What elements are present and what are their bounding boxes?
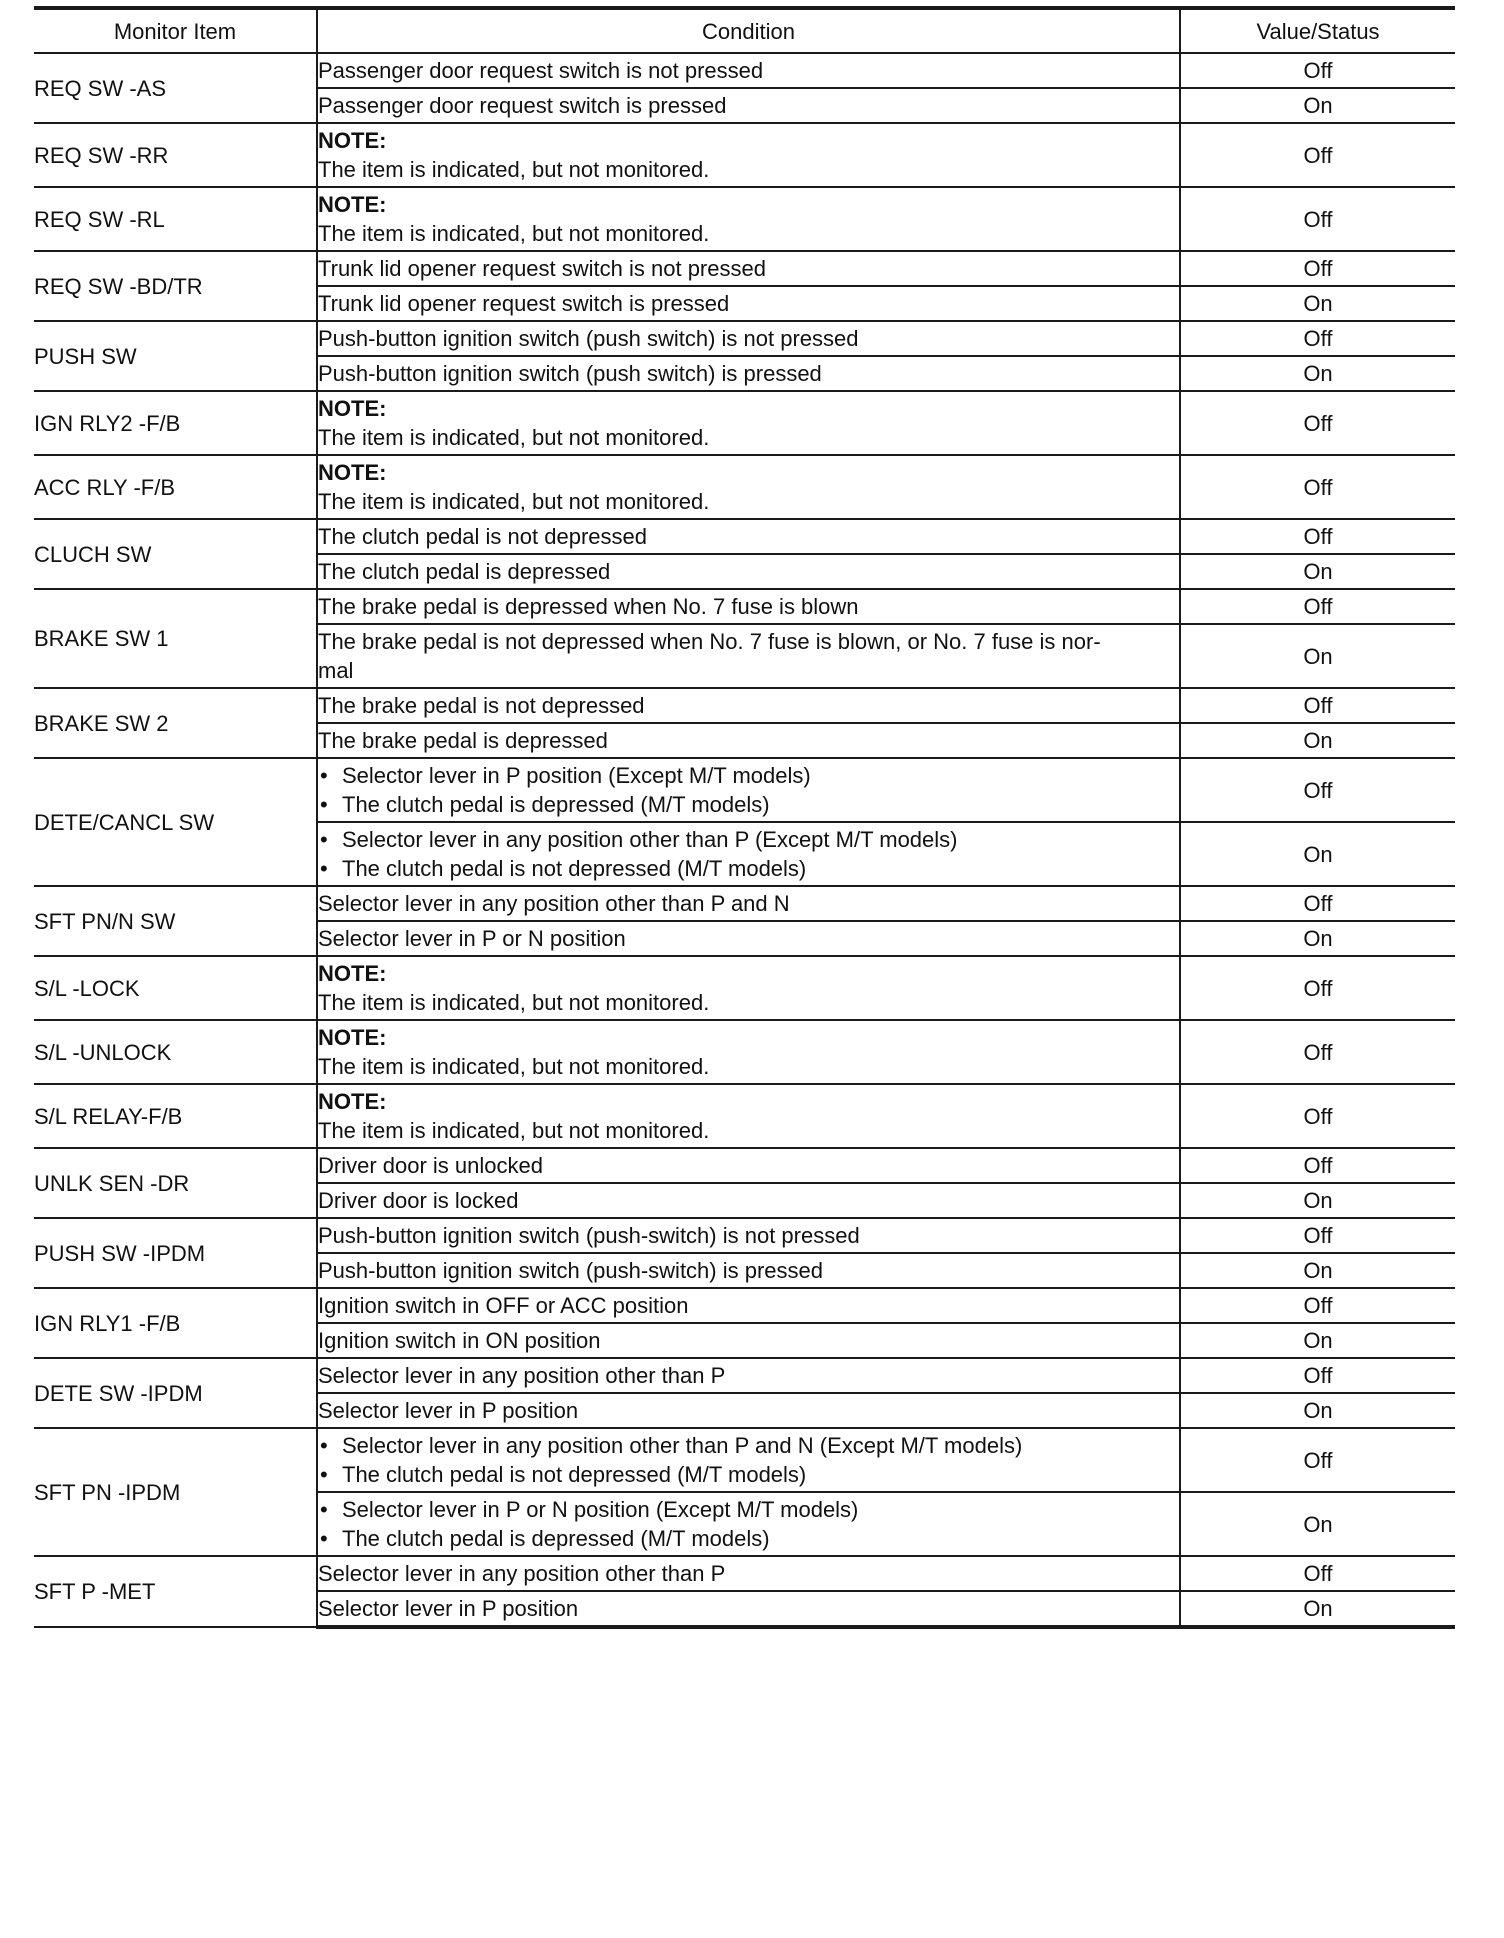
value-status: On (1180, 822, 1455, 886)
table-row (34, 1288, 1455, 1323)
monitor-item: UNLK SEN -DR (34, 1148, 317, 1218)
monitor-item: BRAKE SW 1 (34, 589, 317, 688)
value-status: Off (1180, 956, 1455, 1020)
bullet-item: • The clutch pedal is not depressed (M/T models) (318, 1460, 1179, 1489)
value-status: Off (1180, 53, 1455, 88)
condition: Trunk lid opener request switch is pressed (317, 286, 1180, 321)
table-row (34, 519, 1455, 554)
monitor-item: PUSH SW (34, 321, 317, 391)
value-status: On (1180, 1393, 1455, 1428)
monitor-item: IGN RLY1 -F/B (34, 1288, 317, 1358)
condition: Selector lever in P position (317, 1591, 1180, 1627)
value-status: Off (1180, 688, 1455, 723)
condition: Push-button ignition switch (push-switch) is not pressed (317, 1218, 1180, 1253)
condition: Ignition switch in OFF or ACC position (317, 1288, 1180, 1323)
note-label: NOTE: (318, 192, 387, 217)
condition: Driver door is locked (317, 1183, 1180, 1218)
monitor-item: S/L -LOCK (34, 956, 317, 1020)
monitor-item: S/L RELAY-F/B (34, 1084, 317, 1148)
table-row (34, 321, 1455, 356)
condition: Selector lever in P or N position (317, 921, 1180, 956)
note-label: NOTE: (318, 128, 387, 153)
condition-line: mal (318, 658, 354, 683)
monitor-item: PUSH SW -IPDM (34, 1218, 317, 1288)
value-status: On (1180, 1323, 1455, 1358)
condition: Selector lever in P position (317, 1393, 1180, 1428)
monitor-item: SFT PN/N SW (34, 886, 317, 956)
condition: Trunk lid opener request switch is not pressed (317, 251, 1180, 286)
value-status: Off (1180, 187, 1455, 251)
monitor-item: REQ SW -RR (34, 123, 317, 187)
condition-list (317, 822, 1180, 886)
table-row (34, 1084, 1455, 1148)
table-row (34, 589, 1455, 624)
condition-note (317, 187, 1180, 251)
value-status: On (1180, 624, 1455, 688)
table-row (34, 455, 1455, 519)
condition-list (317, 758, 1180, 822)
value-status: Off (1180, 1556, 1455, 1591)
value-status: Off (1180, 1428, 1455, 1492)
condition-note (317, 391, 1180, 455)
condition-list (317, 1492, 1180, 1556)
note-label: NOTE: (318, 1025, 387, 1050)
value-status: Off (1180, 1288, 1455, 1323)
header-row (34, 8, 1455, 53)
value-status: Off (1180, 455, 1455, 519)
monitor-item: ACC RLY -F/B (34, 455, 317, 519)
header-value-status: Value/Status (1180, 8, 1455, 53)
table-row (34, 1148, 1455, 1183)
monitor-item: SFT PN -IPDM (34, 1428, 317, 1556)
value-status: On (1180, 1591, 1455, 1627)
condition: The brake pedal is not depressed (317, 688, 1180, 723)
condition: Driver door is unlocked (317, 1148, 1180, 1183)
table-row (34, 1428, 1455, 1492)
table-row (34, 1556, 1455, 1591)
bullet-item: • The clutch pedal is depressed (M/T models) (318, 1524, 1179, 1553)
value-status: Off (1180, 1218, 1455, 1253)
note-text: The item is indicated, but not monitored. (318, 425, 710, 450)
monitor-item: IGN RLY2 -F/B (34, 391, 317, 455)
condition-note (317, 956, 1180, 1020)
condition: Passenger door request switch is pressed (317, 88, 1180, 123)
table-row (34, 251, 1455, 286)
note-label: NOTE: (318, 460, 387, 485)
note-label: NOTE: (318, 396, 387, 421)
value-status: Off (1180, 123, 1455, 187)
condition-note (317, 123, 1180, 187)
header-monitor-item: Monitor Item (34, 8, 317, 53)
value-status: Off (1180, 1084, 1455, 1148)
monitor-item: REQ SW -AS (34, 53, 317, 123)
table-row (34, 1020, 1455, 1084)
bullet-item: • The clutch pedal is depressed (M/T models) (318, 790, 1179, 819)
value-status: On (1180, 356, 1455, 391)
condition: Selector lever in any position other than P and N (317, 886, 1180, 921)
note-label: NOTE: (318, 961, 387, 986)
monitor-item: BRAKE SW 2 (34, 688, 317, 758)
condition: Push-button ignition switch (push switch) is not pressed (317, 321, 1180, 356)
table-row (34, 758, 1455, 822)
monitor-table-sheet (34, 6, 1455, 1629)
value-status: Off (1180, 519, 1455, 554)
value-status: On (1180, 1492, 1455, 1556)
monitor-item: CLUCH SW (34, 519, 317, 589)
table-row (34, 123, 1455, 187)
table-row (34, 886, 1455, 921)
bullet-item: • The clutch pedal is not depressed (M/T models) (318, 854, 1179, 883)
monitor-item: S/L -UNLOCK (34, 1020, 317, 1084)
value-status: On (1180, 921, 1455, 956)
condition: Push-button ignition switch (push-switch) is pressed (317, 1253, 1180, 1288)
header-condition: Condition (317, 8, 1180, 53)
note-text: The item is indicated, but not monitored. (318, 990, 710, 1015)
note-text: The item is indicated, but not monitored. (318, 221, 710, 246)
table-row (34, 688, 1455, 723)
condition: The brake pedal is depressed when No. 7 fuse is blown (317, 589, 1180, 624)
value-status: Off (1180, 251, 1455, 286)
value-status: On (1180, 286, 1455, 321)
bullet-item: • Selector lever in P position (Except M/T models) (318, 761, 1179, 790)
condition: The clutch pedal is depressed (317, 554, 1180, 589)
value-status: Off (1180, 589, 1455, 624)
bullet-item: • Selector lever in P or N position (Except M/T models) (318, 1495, 1179, 1524)
table-row (34, 391, 1455, 455)
condition-list (317, 1428, 1180, 1492)
value-status: On (1180, 1183, 1455, 1218)
table-row (34, 956, 1455, 1020)
condition: Selector lever in any position other than P (317, 1556, 1180, 1591)
monitor-item: REQ SW -BD/TR (34, 251, 317, 321)
monitor-table (34, 6, 1455, 1629)
value-status: On (1180, 723, 1455, 758)
condition: Selector lever in any position other than P (317, 1358, 1180, 1393)
note-text: The item is indicated, but not monitored. (318, 1118, 710, 1143)
note-text: The item is indicated, but not monitored. (318, 157, 710, 182)
monitor-item: DETE SW -IPDM (34, 1358, 317, 1428)
value-status: Off (1180, 758, 1455, 822)
condition-note (317, 455, 1180, 519)
note-text: The item is indicated, but not monitored. (318, 1054, 710, 1079)
value-status: Off (1180, 391, 1455, 455)
condition: The brake pedal is depressed (317, 723, 1180, 758)
condition-note (317, 1020, 1180, 1084)
table-row (34, 53, 1455, 88)
monitor-item: DETE/CANCL SW (34, 758, 317, 886)
value-status: Off (1180, 886, 1455, 921)
value-status: Off (1180, 321, 1455, 356)
monitor-item: SFT P -MET (34, 1556, 317, 1627)
bullet-item: • Selector lever in any position other than P (Except M/T models) (318, 825, 1179, 854)
value-status: On (1180, 554, 1455, 589)
value-status: Off (1180, 1020, 1455, 1084)
note-text: The item is indicated, but not monitored. (318, 489, 710, 514)
table-row (34, 187, 1455, 251)
value-status: On (1180, 1253, 1455, 1288)
note-label: NOTE: (318, 1089, 387, 1114)
condition (317, 624, 1180, 688)
table-row (34, 1358, 1455, 1393)
condition: Passenger door request switch is not pressed (317, 53, 1180, 88)
bullet-item: • Selector lever in any position other than P and N (Except M/T models) (318, 1431, 1179, 1460)
condition: Ignition switch in ON position (317, 1323, 1180, 1358)
condition-note (317, 1084, 1180, 1148)
condition: Push-button ignition switch (push switch) is pressed (317, 356, 1180, 391)
table-row (34, 1218, 1455, 1253)
monitor-item: REQ SW -RL (34, 187, 317, 251)
condition-line: The brake pedal is not depressed when No. 7 fuse is blown, or No. 7 fuse is nor- (318, 629, 1101, 654)
value-status: Off (1180, 1148, 1455, 1183)
condition: The clutch pedal is not depressed (317, 519, 1180, 554)
value-status: Off (1180, 1358, 1455, 1393)
value-status: On (1180, 88, 1455, 123)
